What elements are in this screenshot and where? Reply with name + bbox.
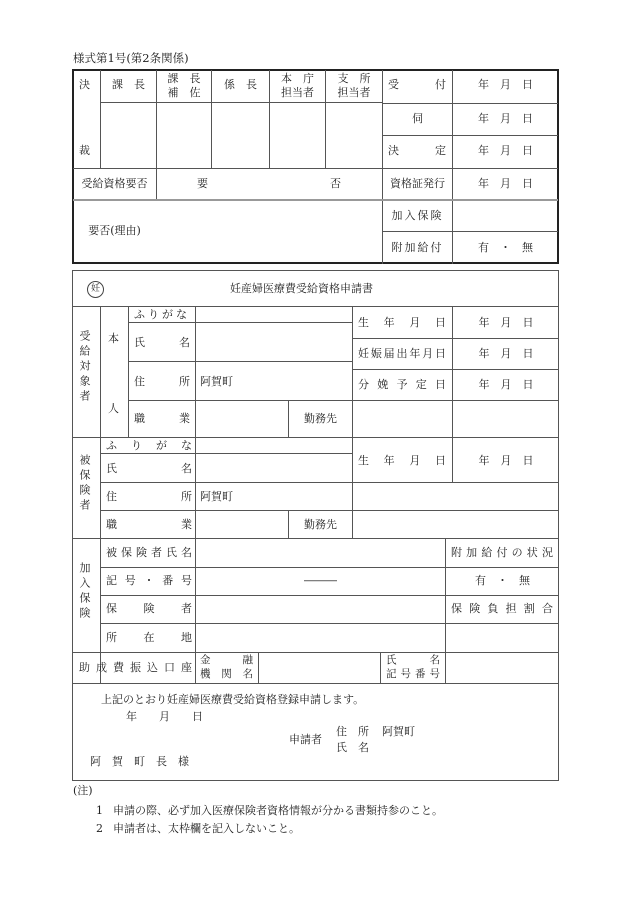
bank-institution-label-2: 機 関 名	[200, 668, 253, 680]
recipient-furigana-field[interactable]	[196, 307, 352, 322]
recipient-occupation-field[interactable]	[196, 401, 288, 437]
applicant-label: 申請者	[289, 733, 322, 746]
recipient-self-bottom: 人	[108, 402, 119, 415]
insured-name-label: 氏 名	[106, 462, 192, 475]
label-joined-insurance: 加入保険	[391, 209, 444, 222]
insured-workplace-field[interactable]	[353, 511, 559, 538]
stamp-subsection-chief[interactable]	[212, 103, 269, 168]
recipient-due-value[interactable]: 年 月 日	[478, 378, 534, 391]
recipient-self-top: 本	[108, 332, 119, 345]
bank-account-label: 助 成 費 振 込 口 座	[79, 661, 192, 674]
declaration-statement: 上記のとおり妊産婦医療費受給資格登録申請します。	[101, 693, 365, 706]
addressee: 阿 賀 町 長 様	[90, 755, 189, 768]
form-title: 妊産婦医療費受給資格申請書	[230, 282, 373, 295]
insured-address-label: 住 所	[106, 490, 192, 503]
note-2-text: 申請者は、太枠欄を記入しないこと。	[113, 822, 300, 835]
recipient-address-value[interactable]: 阿賀町	[200, 375, 233, 388]
symbol-number-field[interactable]: ―――	[304, 574, 337, 587]
label-decision: 決 定	[388, 144, 446, 157]
value-certificate-date[interactable]: 年 月 日	[478, 177, 533, 190]
header-main-office-2: 担当者	[281, 86, 314, 99]
header-deputy-chief-2: 補 佐	[167, 86, 201, 99]
additional-benefit-status-label: 附 加 給 付 の 状 況	[451, 546, 553, 559]
header-main-office-1: 本 庁	[281, 72, 314, 85]
value-decision-date[interactable]: 年 月 日	[478, 144, 533, 157]
label-inquiry: 伺	[412, 112, 423, 125]
header-subsection-chief: 係 長	[224, 78, 257, 91]
recipient-occupation-label: 職 業	[134, 412, 190, 425]
header-branch-office-2: 担当者	[337, 86, 371, 99]
applicant-name-field[interactable]	[380, 740, 540, 756]
kessai-label-top: 決	[79, 78, 90, 91]
recipient-address-label: 住 所	[134, 375, 190, 388]
stamp-section-chief[interactable]	[101, 103, 156, 168]
value-received-date[interactable]: 年 月 日	[478, 78, 533, 91]
recipient-name-field[interactable]	[196, 323, 352, 361]
value-additional-benefit[interactable]: 有 ・ 無	[478, 241, 533, 254]
applicant-address-value[interactable]: 阿賀町	[382, 725, 415, 738]
location-field[interactable]	[196, 624, 445, 652]
recipient-name-label: 氏 名	[134, 336, 190, 349]
insured-birth-value[interactable]: 年 月 日	[478, 454, 534, 467]
location-label: 所 在 地	[106, 631, 192, 644]
label-eligibility: 受給資格要否	[81, 177, 148, 190]
bank-institution-label-1: 金 融	[200, 654, 253, 666]
value-inquiry-date[interactable]: 年 月 日	[478, 112, 533, 125]
recipient-furigana-label: ふりがな	[134, 308, 190, 321]
recipient-birth-value[interactable]: 年 月 日	[478, 316, 534, 329]
label-received: 受 付	[388, 78, 446, 91]
recipient-workplace-label: 勤務先	[304, 412, 337, 425]
insured-name-field[interactable]	[196, 454, 352, 482]
label-certificate-issued: 資格証発行	[390, 177, 445, 190]
kessai-label-bottom: 裁	[79, 144, 90, 157]
insured-occupation-field[interactable]	[196, 511, 288, 538]
insurance-section-label: 加入保険	[78, 562, 91, 622]
pregnancy-seal-icon: 妊	[87, 281, 104, 298]
insured-person-name-field[interactable]	[196, 539, 445, 567]
account-holder-label-2: 記 号 番 号	[386, 668, 440, 680]
bank-institution-field[interactable]	[259, 653, 380, 683]
header-section-chief: 課 長	[112, 78, 145, 91]
value-joined-insurance[interactable]	[453, 201, 558, 231]
recipient-pregnancy-label: 妊 娠 届 出 年 月 日	[358, 347, 446, 360]
account-holder-label-1: 氏 名	[386, 654, 440, 666]
insured-occupation-label: 職 業	[106, 518, 192, 531]
header-branch-office-1: 支 所	[337, 72, 371, 85]
insured-furigana-label: ふ り が な	[106, 439, 192, 452]
insured-person-name-label: 被 保 険 者 氏 名	[106, 546, 192, 559]
recipient-birth-label: 生 年 月 日	[358, 316, 446, 329]
recipient-pregnancy-value[interactable]: 年 月 日	[478, 347, 534, 360]
burden-ratio-field[interactable]	[446, 624, 559, 652]
additional-benefit-status-value[interactable]: 有 ・ 無	[475, 574, 530, 587]
symbol-number-label: 記 号 ・ 番 号	[106, 574, 192, 587]
stamp-deputy-chief[interactable]	[157, 103, 211, 168]
insurer-field[interactable]	[196, 596, 445, 623]
option-eligible[interactable]: 要	[197, 177, 208, 190]
burden-ratio-label: 保 険 負 担 割 合	[451, 602, 553, 615]
header-deputy-chief-1: 課 長	[167, 72, 201, 85]
insured-section-label: 被保険者	[78, 454, 91, 514]
notes-heading: (注)	[73, 784, 93, 797]
insurer-label: 保 険 者	[106, 602, 192, 615]
applicant-name-label: 氏 名	[336, 741, 369, 754]
note-1-number: 1	[96, 804, 103, 817]
label-reason: 要否(理由)	[88, 224, 141, 237]
account-holder-field[interactable]	[446, 653, 559, 683]
insured-furigana-field[interactable]	[196, 438, 352, 453]
applicant-address-label: 住 所	[336, 725, 369, 738]
stamp-branch-office[interactable]	[326, 103, 382, 168]
stamp-main-office[interactable]	[270, 103, 325, 168]
insured-address-value[interactable]: 阿賀町	[200, 490, 233, 503]
reason-field[interactable]	[157, 201, 382, 263]
recipient-workplace-field[interactable]	[353, 401, 559, 437]
insured-birth-label: 生 年 月 日	[358, 454, 446, 467]
option-not-eligible[interactable]: 否	[330, 177, 341, 190]
recipient-due-label: 分 娩 予 定 日	[358, 378, 446, 391]
form-number: 様式第1号(第2条関係)	[73, 51, 189, 65]
insured-workplace-label: 勤務先	[304, 518, 337, 531]
declaration-date[interactable]: 年 月 日	[126, 710, 203, 723]
label-additional-benefit: 附加給付	[391, 241, 444, 254]
note-1-text: 申請の際、必ず加入医療保険者資格情報が分かる書類持参のこと。	[113, 804, 443, 817]
recipient-section-label: 受給対象者	[78, 330, 91, 405]
note-2-number: 2	[96, 822, 103, 835]
